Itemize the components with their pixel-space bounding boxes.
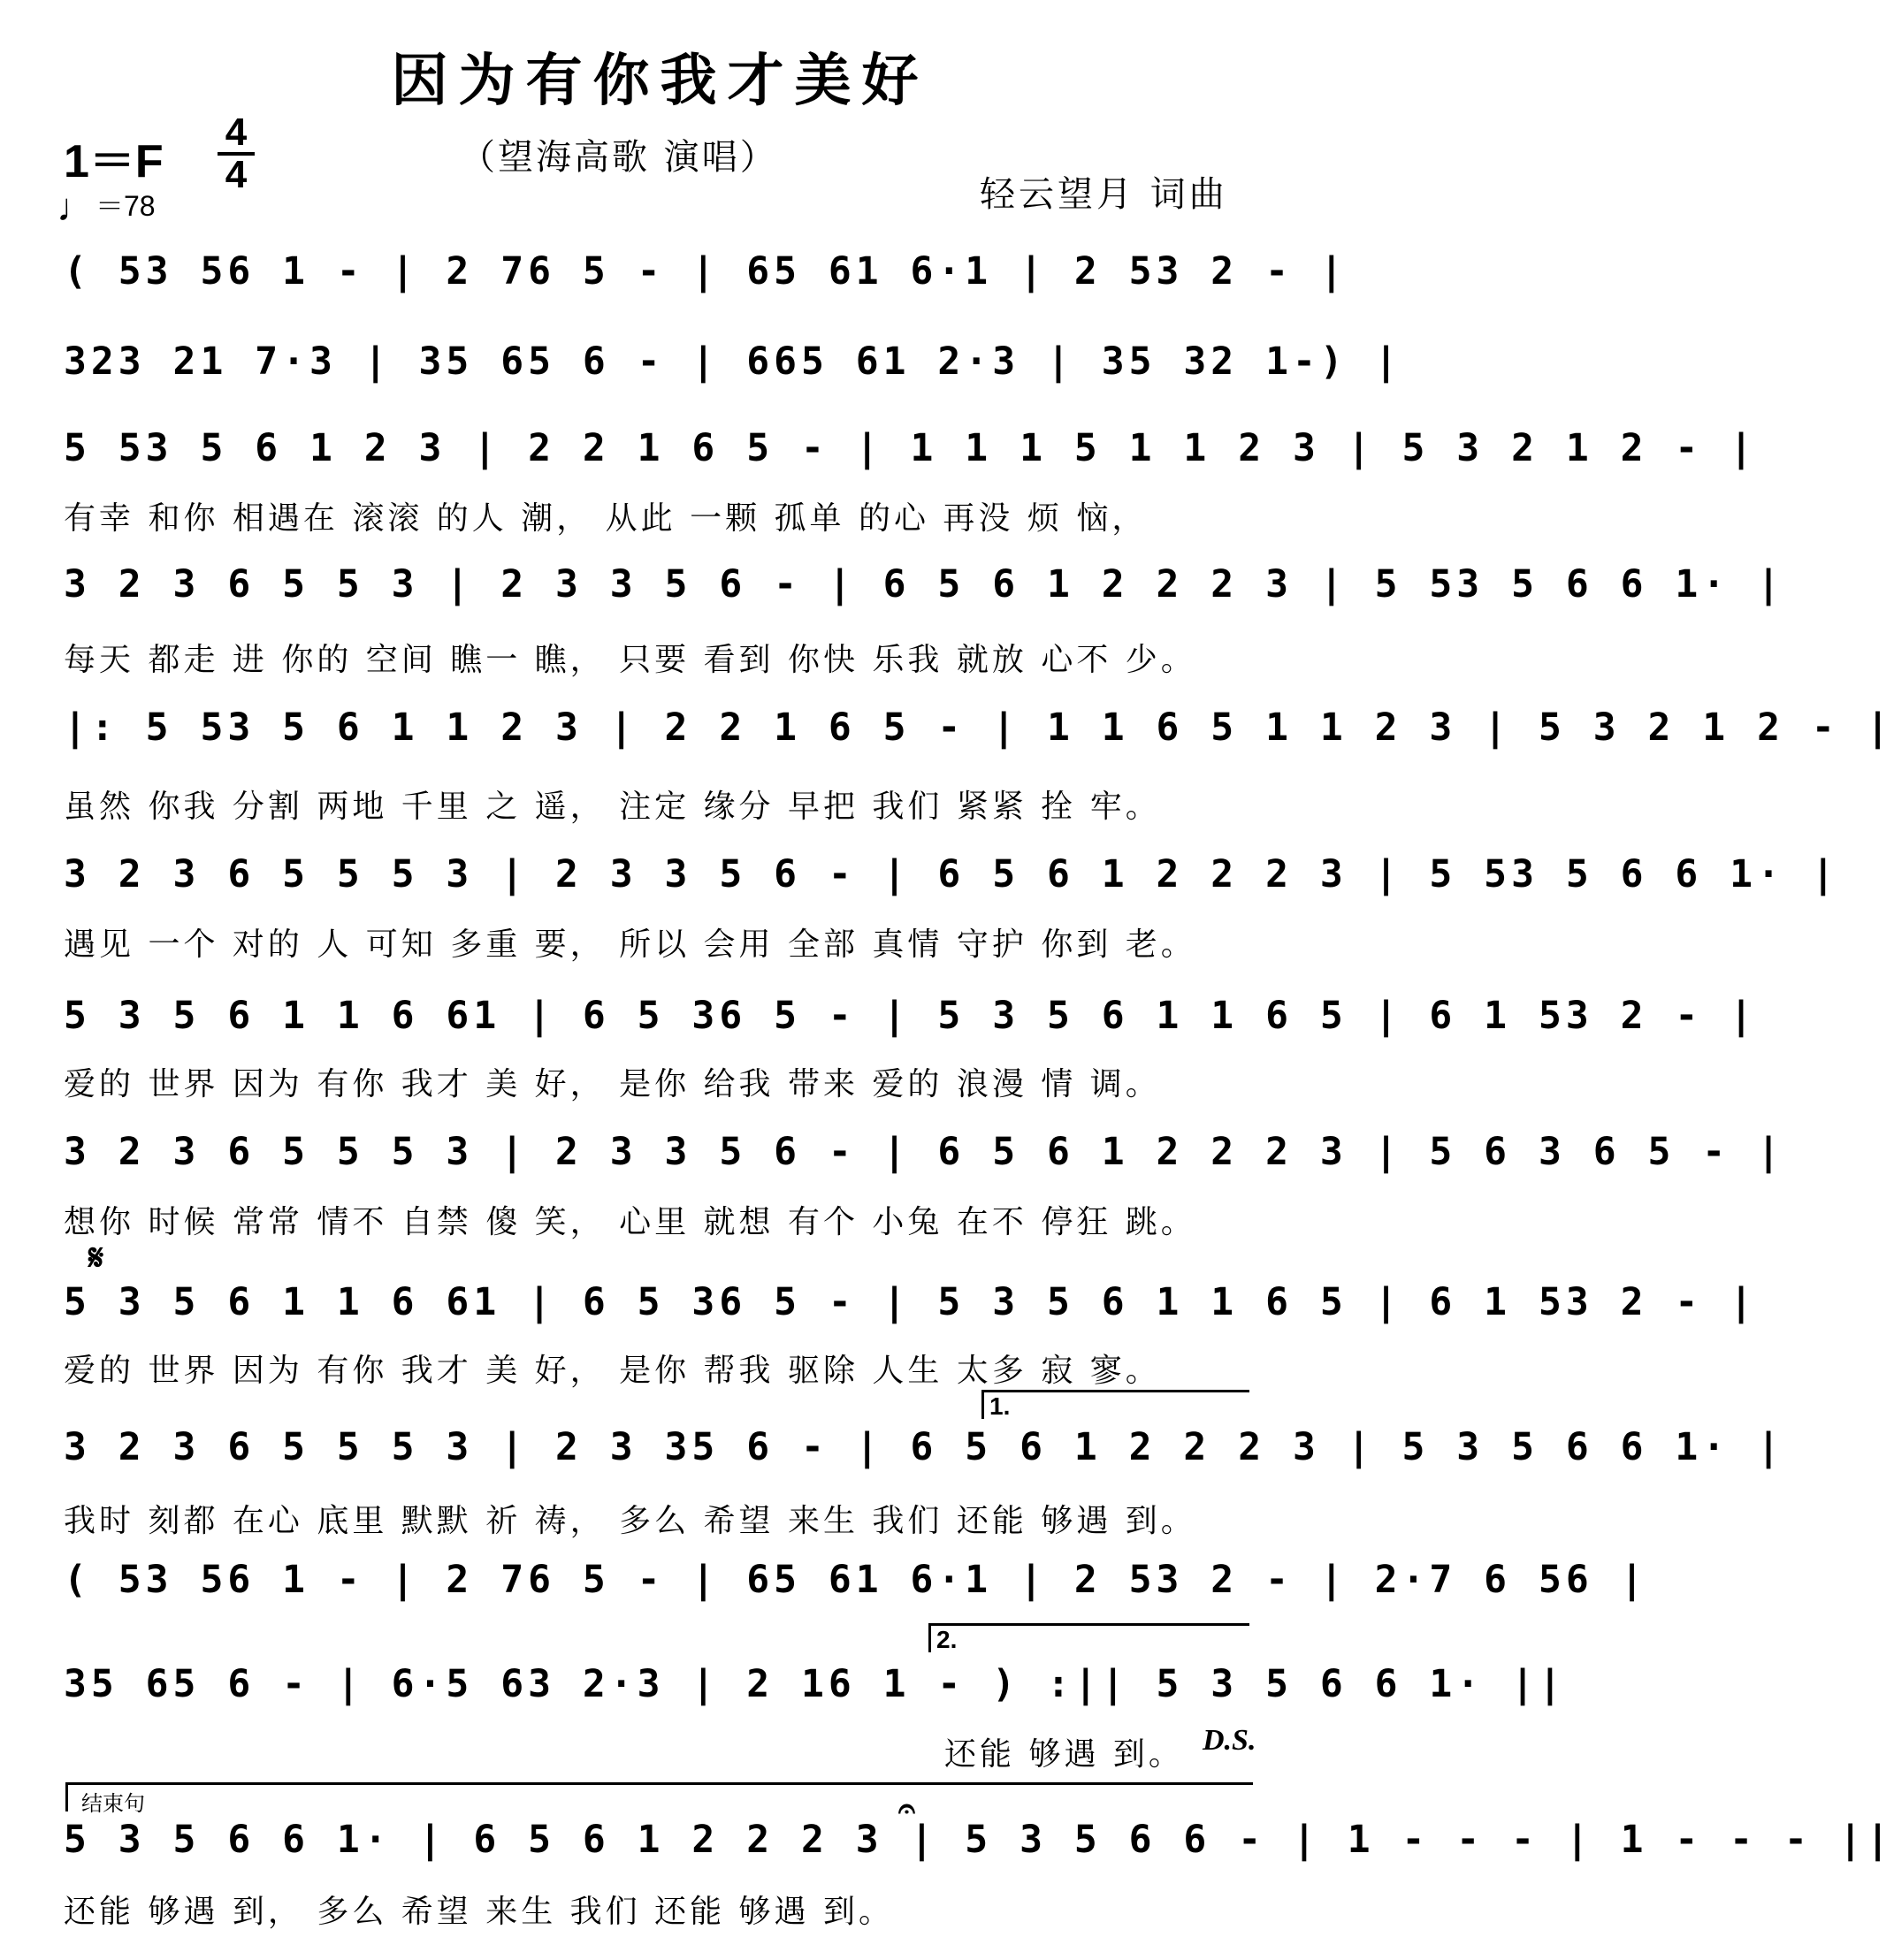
notation-line: ( 53 56 1 - | 2 76 5 - | 65 61 6·1 | 2 53 2 - | 2·7 6 56 | bbox=[64, 1558, 1648, 1602]
ds-marking: D.S. bbox=[1203, 1724, 1256, 1757]
notation-line: 35 65 6 - | 6·5 63 2·3 | 2 16 1 - ) :|| 5 3 5 6 6 1· || bbox=[64, 1662, 1566, 1706]
lyrics-line: 爱的 世界 因为 有你 我才 美 好， 是你 帮我 驱除 人生 太多 寂 寥。 bbox=[64, 1353, 1161, 1389]
notation-line: 5 3 5 6 1 1 6 61 | 6 5 36 5 - | 5 3 5 6 1 1 6 5 | 6 1 53 2 - | bbox=[64, 1280, 1758, 1324]
notation-line: 5 3 5 6 6 1· | 6 5 6 1 2 2 2 3 | 5 3 5 6 6 - | 1 - - - | 1 - - - || bbox=[64, 1818, 1894, 1862]
notation-line: 323 21 7·3 | 35 65 6 - | 665 61 2·3 | 35 32 1-) | bbox=[64, 339, 1402, 384]
ending-bracket bbox=[65, 1782, 1253, 1811]
lyrics-line: 有幸 和你 相遇在 滚滚 的人 潮， 从此 一颗 孤单 的心 再没 烦 恼， bbox=[64, 500, 1148, 537]
lyrics-line: 每天 都走 进 你的 空间 瞧一 瞧， 只要 看到 你快 乐我 就放 心不 少。 bbox=[64, 642, 1196, 678]
tempo-marking bbox=[57, 184, 156, 231]
volta-2 bbox=[928, 1623, 1249, 1652]
composer-credit: 轻云望月 词曲 bbox=[980, 174, 1228, 215]
notation-line: 3 2 3 6 5 5 5 3 | 2 3 35 6 - | 6 5 6 1 2 2 2 3 | 5 3 5 6 6 1· | bbox=[64, 1425, 1784, 1469]
volta-2-label: 2. bbox=[936, 1626, 958, 1653]
lyrics-line: 还能 够遇 到， 多么 希望 来生 我们 还能 够遇 到。 bbox=[64, 1894, 894, 1930]
volta-1-label: 1. bbox=[989, 1392, 1011, 1420]
key-signature: 1＝F bbox=[64, 136, 164, 187]
notation-line: |: 5 53 5 6 1 1 2 3 | 2 2 1 6 5 - | 1 1 6 5 1 1 2 3 | 5 3 2 1 2 - | bbox=[64, 705, 1894, 750]
fermata-mark: 𝄐 bbox=[898, 1791, 915, 1827]
time-signature-top: 4 bbox=[225, 111, 248, 154]
page-title: 因为有你我才美好 bbox=[391, 48, 929, 114]
ending-label: 结束句 bbox=[81, 1791, 145, 1816]
tempo-value: ＝78 bbox=[95, 190, 156, 222]
lyrics-line: 虽然 你我 分割 两地 千里 之 遥， 注定 缘分 早把 我们 紧紧 拴 牢。 bbox=[64, 789, 1161, 825]
volta-1 bbox=[981, 1390, 1249, 1419]
notation-line: ( 53 56 1 - | 2 76 5 - | 65 61 6·1 | 2 53 2 - | bbox=[64, 249, 1348, 294]
quarter-note-icon: ♩ bbox=[57, 186, 95, 230]
lyrics-line: 遇见 一个 对的 人 可知 多重 要， 所以 会用 全部 真情 守护 你到 老。 bbox=[64, 927, 1196, 963]
notation-line: 3 2 3 6 5 5 3 | 2 3 3 5 6 - | 6 5 6 1 2 2 2 3 | 5 53 5 6 6 1· | bbox=[64, 562, 1784, 606]
notation-line: 3 2 3 6 5 5 5 3 | 2 3 3 5 6 - | 6 5 6 1 2 2 2 3 | 5 6 3 6 5 - | bbox=[64, 1130, 1784, 1174]
time-signature bbox=[214, 113, 258, 194]
lyrics-line: 还能 够遇 到。 bbox=[944, 1736, 1184, 1773]
lyrics-line: 想你 时候 常常 情不 自禁 傻 笑， 心里 就想 有个 小兔 在不 停狂 跳。 bbox=[64, 1204, 1196, 1240]
notation-line: 5 53 5 6 1 2 3 | 2 2 1 6 5 - | 1 1 1 5 1 1 2 3 | 5 3 2 1 2 - | bbox=[64, 426, 1758, 470]
notation-line: 3 2 3 6 5 5 5 3 | 2 3 3 5 6 - | 6 5 6 1 2 2 2 3 | 5 53 5 6 6 1· | bbox=[64, 852, 1839, 896]
lyrics-line: 我时 刻都 在心 底里 默默 祈 祷， 多么 希望 来生 我们 还能 够遇 到。 bbox=[64, 1503, 1196, 1539]
lyrics-line: 爱的 世界 因为 有你 我才 美 好， 是你 给我 带来 爱的 浪漫 情 调。 bbox=[64, 1066, 1161, 1102]
segno-mark: 𝄋 bbox=[88, 1238, 104, 1278]
performer-credit: （望海高歌 演唱） bbox=[460, 137, 778, 178]
time-signature-bottom: 4 bbox=[225, 153, 248, 196]
notation-line: 5 3 5 6 1 1 6 61 | 6 5 36 5 - | 5 3 5 6 1 1 6 5 | 6 1 53 2 - | bbox=[64, 994, 1758, 1038]
